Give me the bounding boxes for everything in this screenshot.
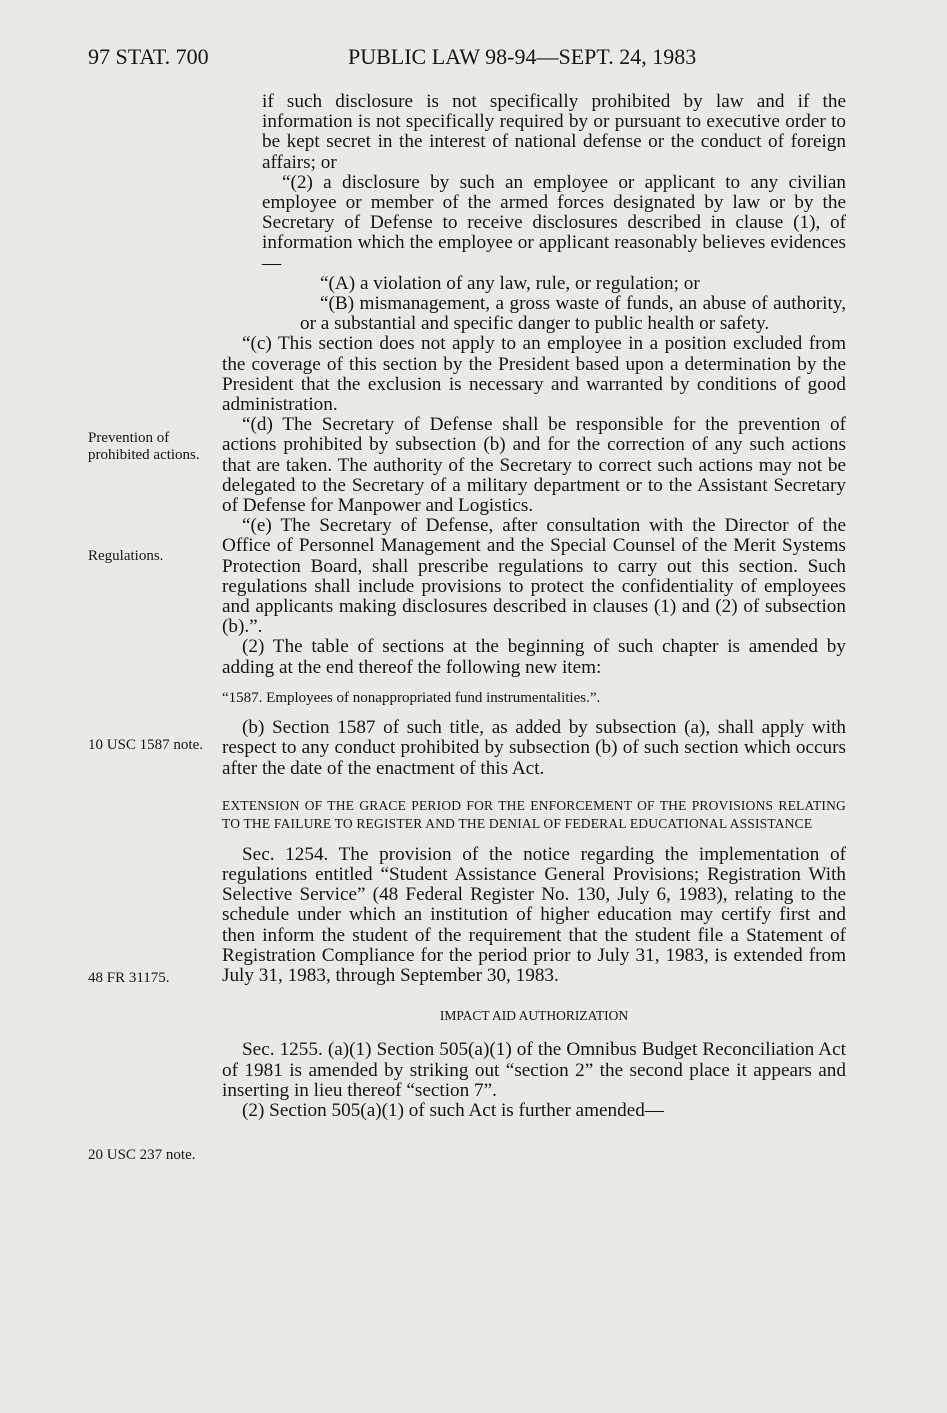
paragraph-11: Sec. 1255. (a)(1) Section 505(a)(1) of the Omnibus Budget Reconciliation Act of 1981 is amended by striking out “section 2” the second place it appears and inserting in lieu thereof “section 7”.: [222, 1039, 846, 1101]
paragraph-10: Sec. 1254. The provision of the notice regarding the implementation of regulations entitled “Student Assistance General Provisions; Registration With Selective Service” (48 Federal Register No. 130, July 6, 1983), relating to the schedule under which an institution of higher education may certify first and then inform the student of the requirement that the student file a Statement of Registration Compliance for the period prior to July 31, 1983, is extended from July 31, 1983, through September 30, 1983.: [222, 843, 846, 986]
statute-page-number: 97 STAT. 700: [88, 44, 209, 69]
paragraph-3: “(A) a violation of any law, rule, or regulation; or: [320, 272, 700, 294]
paragraph-4: “(B) mismanagement, a gross waste of funds, an abuse of authority, or a substantial and specific danger to public health or safety.: [300, 293, 846, 335]
section-heading-extension: EXTENSION OF THE GRACE PERIOD FOR THE ENFORCEMENT OF THE PROVISIONS RELATING TO THE FAILURE TO REGISTER AND THE DENIAL OF FEDERAL EDUCATIONAL ASSISTANCE: [222, 797, 846, 831]
paragraph-12: (2) Section 505(a)(1) of such Act is further amended—: [242, 1099, 664, 1121]
paragraph-9: (b) Section 1587 of such title, as added by subsection (a), shall apply with respect to any conduct prohibited by subsection (b) of such section which occurs after the date of the enactment of this Act.: [222, 717, 846, 779]
margin-note-usc-237: 20 USC 237 note.: [88, 1147, 196, 1163]
paragraph-8: (2) The table of sections at the beginning of such chapter is amended by adding at the end thereof the following new item:: [222, 636, 846, 678]
running-header: PUBLIC LAW 98-94—SEPT. 24, 1983: [348, 44, 697, 69]
paragraph-1: if such disclosure is not specifically prohibited by law and if the information is not specifically required by or pursuant to executive order to be kept secret in the interest of national defense or the conduct of foreign affairs; or: [262, 91, 846, 173]
margin-note-federal-register: 48 FR 31175.: [88, 970, 170, 986]
table-item: “1587. Employees of nonappropriated fund instrumentalities.”.: [222, 689, 601, 706]
margin-note-regulations: Regulations.: [88, 548, 164, 564]
margin-note-usc-1587: 10 USC 1587 note.: [88, 737, 204, 753]
section-heading-impact-aid: IMPACT AID AUTHORIZATION: [439, 1008, 629, 1024]
paragraph-5: “(c) This section does not apply to an employee in a position excluded from the coverage of this section by the President based upon a determination by the President that the exclusion is necessary and warranted by conditions of good administration.: [222, 333, 846, 416]
paragraph-2: “(2) a disclosure by such an employee or applicant to any civilian employee or member of the armed forces designated by law or by the Secretary of Defense to receive disclosures described in clause (1), of information which the employee or applicant reasonably believes evidences—: [262, 171, 846, 274]
paragraph-7: “(e) The Secretary of Defense, after consultation with the Director of the Office of Personnel Management and the Special Counsel of the Merit Systems Protection Board, shall prescribe regulations to carry out this section. Such regulations shall include provisions to protect the confidentiality of employees and applicants making disclosures described in clauses (1) and (2) of subsection (b).”.: [222, 515, 846, 638]
body-text: [222, 92, 846, 1121]
margin-note-prevention: Prevention of prohibited actions.: [88, 430, 200, 463]
paragraph-6: “(d) The Secretary of Defense shall be responsible for the prevention of actions prohibited by subsection (b) and for the correction of any such actions that are taken. The authority of the Secretary to correct such actions may not be delegated to the Secretary of a military department or to the Assistant Secretary of Defense for Manpower and Logistics.: [222, 414, 846, 517]
